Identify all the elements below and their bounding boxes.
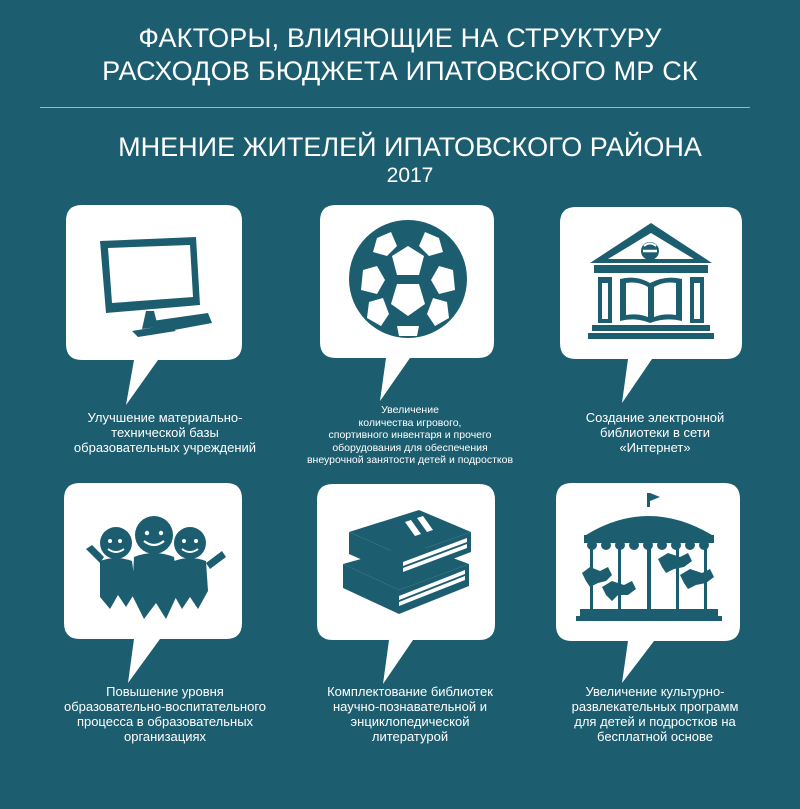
factor-card-3	[560, 207, 745, 407]
factor-caption-3: Создание электронной библиотеки в сети «Интернет»	[585, 410, 725, 455]
factor-card-1	[66, 205, 256, 410]
factor-card-6	[556, 483, 746, 688]
factor-card-2	[320, 205, 500, 405]
factor-caption-1: Улучшение материально- технической базы образовательных учреждений	[73, 410, 257, 455]
factor-caption-6: Увеличение культурно- развлекательных программ для детей и подростков на бесплатной основе	[571, 684, 739, 744]
year-label: 2017	[386, 164, 434, 187]
children-icon	[86, 511, 226, 621]
books-icon	[337, 504, 477, 618]
title-divider	[40, 107, 750, 108]
carousel-icon	[576, 491, 722, 623]
title-line-1: ФАКТОРЫ, ВЛИЯЮЩИЕ НА СТРУКТУРУ	[138, 23, 662, 53]
factor-caption-5: Комплектование библиотек научно-познавательной и энциклопедической литературой	[327, 684, 493, 744]
title-line-2: РАСХОДОВ БЮДЖЕТА ИПАТОВСКОГО МР СК	[102, 56, 698, 86]
page-title	[0, 22, 800, 88]
soccer-ball-icon	[347, 218, 469, 340]
computer-monitor-icon	[96, 233, 216, 341]
library-internet-icon	[586, 221, 716, 341]
factor-caption-2: Увеличение количества игрового, спортивного инвентаря и прочего оборудования для обеспечения внеурочной занятости детей и подростков	[306, 404, 514, 466]
page-subtitle: МНЕНИЕ ЖИТЕЛЕЙ ИПАТОВСКОГО РАЙОНА	[118, 132, 702, 162]
factor-card-5	[317, 484, 502, 689]
factor-card-4	[64, 483, 249, 688]
factor-caption-4: Повышение уровня образовательно-воспитательного процесса в образовательных организациях	[63, 684, 267, 744]
